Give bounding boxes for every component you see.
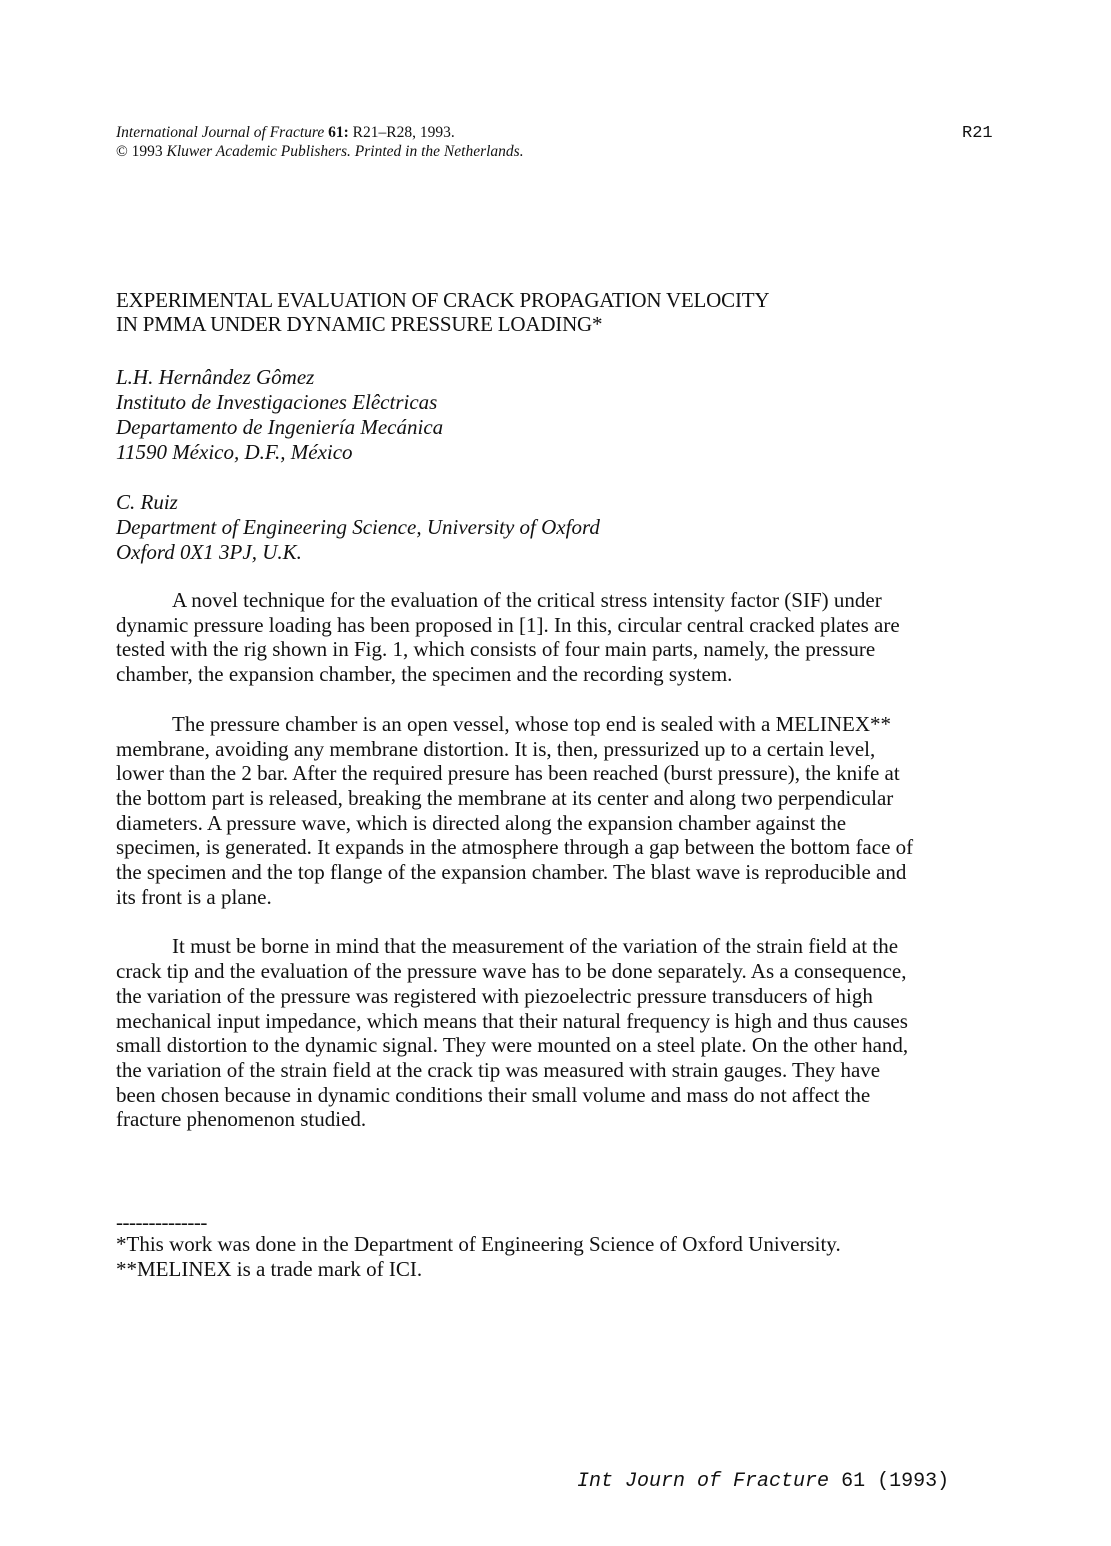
copyright-year: © 1993 [116, 143, 163, 160]
author-block [116, 365, 996, 465]
body-text [116, 588, 924, 1157]
title-line: EXPERIMENTAL EVALUATION OF CRACK PROPAGATION VELOCITY [116, 288, 770, 312]
author-name: L.H. Hernândez Gômez [116, 365, 315, 389]
footnote-rule: -------------- [116, 1210, 207, 1234]
title-line: IN PMMA UNDER DYNAMIC PRESSURE LOADING* [116, 312, 603, 336]
affiliation-line: 11590 México, D.F., México [116, 440, 353, 464]
journal-header [116, 123, 524, 161]
journal-name: International Journal of Fracture [116, 124, 325, 141]
affiliation-line: Department of Engineering Science, University of Oxford [116, 515, 600, 539]
copyright-line [116, 142, 524, 161]
journal-pages-year: R21–R28, 1993. [352, 124, 455, 141]
footer-journal: Int Journ of Fracture [577, 1470, 830, 1493]
footnote: **MELINEX is a trade mark of ICI. [116, 1256, 423, 1281]
citation-line [116, 123, 524, 142]
paragraph: It must be borne in mind that the measurement of the variation of the strain field at the crack tip and the evaluation of the pressure wave has to be done separately. As a consequence, the variation of the pressure was registered with piezoelectric pressure transducers of high mechanical input impedance, which means that their natural frequency is high and thus causes small distortion to the dynamic signal. They were mounted on a steel plate. On the other hand, the variation of the strain field at the crack tip was measured with strain gauges. They have been chosen because in dynamic conditions their small volume and mass do not affect the fracture phenomenon studied. [116, 934, 909, 1132]
page-number: R21 [962, 124, 993, 143]
footnote: *This work was done in the Department of Engineering Science of Oxford University. [116, 1232, 841, 1256]
paper-title [116, 288, 996, 336]
journal-volume: 61: [328, 124, 349, 141]
affiliation-line: Oxford 0X1 3PJ, U.K. [116, 540, 302, 564]
footer-volume-year: 61 (1993) [841, 1470, 950, 1493]
paragraph: The pressure chamber is an open vessel, whose top end is sealed with a MELINEX** membrane, avoiding any membrane distortion. It is, then, pressurized up to a certain level, lower than the 2 bar. After the required presure has been reached (burst pressure), the knife at the bottom part is released, breaking the membrane at its center and along two perpendicular diameters. A pressure wave, which is directed along the expansion chamber against the specimen, is generated. It expands in the atmosphere through a gap between the bottom face of the specimen and the top flange of the expansion chamber. The blast wave is reproducible and its front is a plane. [116, 711, 914, 909]
affiliation-line: Departamento de Ingeniería Mecánica [116, 415, 444, 439]
publisher: Kluwer Academic Publishers. Printed in the Netherlands. [166, 143, 524, 160]
paragraph: A novel technique for the evaluation of the critical stress intensity factor (SIF) under dynamic pressure loading has been proposed in [1]. In this, circular central cracked plates are tested with the rig shown in Fig. 1, which consists of four main parts, namely, the pressure chamber, the expansion chamber, the specimen and the recording system. [116, 588, 900, 687]
author-name: C. Ruiz [116, 490, 178, 514]
affiliation-line: Instituto de Investigaciones Elêctricas [116, 390, 438, 414]
running-footer [577, 1470, 949, 1493]
author-block [116, 490, 996, 565]
footnotes [116, 1212, 924, 1281]
